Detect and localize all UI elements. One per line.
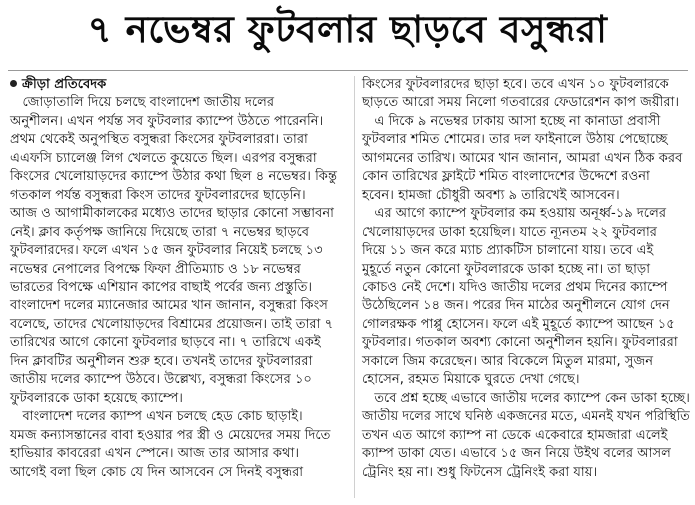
text-line: তবে প্রশ্ন হচ্ছে এভাবে জাতীয় দলের ক্যাম্পে কেন ডাকা হচ্ছে। xyxy=(362,390,690,406)
text-line: কোচও নেই দেশে। যদিও জাতীয় দলের প্রথম দিনের ক্যাম্পে xyxy=(362,279,668,295)
text-line: ফুটবলারদের। ফলে এখন ১৫ জন ফুটবলার নিয়েই চলছে ১৩ xyxy=(10,243,323,259)
text-line: তারিখের আগে কোনো ফুটবলার ছাড়বে না। ৭ তারিখে একই xyxy=(10,335,321,351)
text-line: ছাড়তে আরো সময় নিলো গতবারের ফেডারেশন কাপ জয়ীরা। xyxy=(362,95,680,111)
bullet-icon xyxy=(10,80,17,87)
text-line: মুহূর্তে নতুন কোনো ফুটবলারকে ডাকা হচ্ছে না। তা ছাড়া xyxy=(362,261,651,277)
text-line: কিংসের ফুটবলারদের ছাড়া হবে। তবে এখন ১০ ফুটবলারকে xyxy=(362,77,669,92)
text-line: নভেম্বর নেপালের বিপক্ষে ফিফা প্রীতিম্যাচ ও ১৮ নভেম্বর xyxy=(10,261,301,277)
text-line: দিয়ে ১১ জন করে ম্যাচ প্র্যাকটিস চালানো যায়। তবে এই xyxy=(362,243,654,259)
text-line: ফুটবলার শমিত শোমের। তার দল ফাইনালে উঠায় পেছোচ্ছে xyxy=(362,132,668,148)
text-line: কিংসের খেলোয়াড়দের ক্যাম্পে উঠার কথা ছিল ৪ নভেম্বর। কিন্তু xyxy=(10,169,337,185)
text-line: উঠেছিলেন ১৪ জন। পরের দিন মাঠের অনুশীলনে যোগ দেন xyxy=(362,298,670,314)
text-line: বাংলাদেশ দলের ম্যানেজার আমের খান জানান, বসুন্ধরা কিংস xyxy=(10,298,328,314)
column-divider xyxy=(354,76,355,498)
text-line: দিন ক্লাবটির অনুশীলন শুরু হবে। তখনই তাদের ফুটবলাররা xyxy=(10,353,313,369)
text-line: এর আগে ক্যাম্পে ফুটবলার কম হওয়ায় অনূর্ধ্ব-১৯ দলের xyxy=(362,206,667,222)
text-line: বলেছে, তাদের খেলোয়াড়দের বিশ্রামের প্রয়োজন। তাই তারা ৭ xyxy=(10,316,334,332)
text-line: গতকাল পর্যন্ত বসুন্ধরা কিংস তাদের ফুটবলারদের ছাড়েনি। xyxy=(10,187,306,203)
text-line: জোড়াতালি দিয়ে চলছে বাংলাদেশ জাতীয় দলের xyxy=(10,95,275,111)
text-line: প্রথম থেকেই অনুপস্থিত বসুন্ধরা কিংসের ফুটবলাররা। তারা xyxy=(10,132,308,148)
text-line: নেই। ক্লাব কর্তৃপক্ষ জানিয়ে দিয়েছে তারা ৭ নভেম্বর ছাড়বে xyxy=(10,224,310,240)
text-line: জাতীয় দলের সাথে ঘনিষ্ঠ একজনের মতে, এমনই যখন পরিস্থিতি xyxy=(362,409,690,425)
text-line: ক্যাম্প ডাকা যেত। এভাবে ১৫ জন নিয়ে উইথ বলের আসল xyxy=(362,446,671,462)
text-line: ট্রেনিং হয় না। শুধু ফিটনেস ট্রেনিংই করা যায়। xyxy=(362,464,598,480)
text-line: ফুটবলার। গতকাল অবশ্য কোনো অনুশীলন হয়নি। ফুটবলাররা xyxy=(362,335,678,351)
text-line: খেলোয়াড়দের ডাকা হয়েছিল। যাতে ন্যূনতম ২২ ফুটবলার xyxy=(362,224,657,240)
headline-rule xyxy=(8,70,688,71)
text-line: ফুটবলারকে ডাকা হয়েছে ক্যাম্পে। xyxy=(10,390,183,406)
text-line: ভারতের বিপক্ষে এশিয়ান কাপের বাছাই পর্বের জন্য প্রস্তুতি। xyxy=(10,279,313,295)
byline-text: ক্রীড়া প্রতিবেদক xyxy=(22,77,107,92)
text-line: বাংলাদেশ দলের ক্যাম্প এখন চলছে হেড কোচ ছাড়াই। xyxy=(10,409,303,425)
text-line: হোসেন, রহমত মিয়াকে ঘুরতে দেখা গেছে। xyxy=(362,372,580,388)
text-line: হবেন। হামজা চৌধুরী অবশ্য ৯ তারিখেই আসবেন। xyxy=(362,187,620,203)
text-line: আগেই বলা ছিল কোচ যে দিন আসবেন সে দিনই বসুন্ধরা xyxy=(10,464,304,480)
text-line: এ দিকে ৯ নভেম্বর ঢাকায় আসা হচ্ছে না কানাডা প্রবাসী xyxy=(362,113,661,129)
text-line: অনুশীলন। এখন পর্যন্ত সব ফুটবলার ক্যাম্পে উঠতে পারেননি। xyxy=(10,113,324,129)
text-line: আজ ও আগামীকালকের মধ্যেও তাদের ছাড়ার কোনো সম্ভাবনা xyxy=(10,206,334,222)
text-line: যমজ কন্যাসন্তানের বাবা হওয়ার পর স্ত্রী ও মেয়েদের সময় দিতে xyxy=(10,427,331,443)
headline: ৭ নভেম্বর ফুটবলার ছাড়বে বসুন্ধরা xyxy=(87,8,608,51)
text-line: এএফসি চ্যালেঞ্জ লিগ খেলতে কুয়েতে ছিল। এরপর বসুন্ধরা xyxy=(10,150,317,166)
text-line: জাতীয় দলের ক্যাম্পে উঠবে। উল্লেখ্য, বসুন্ধরা কিংসের ১০ xyxy=(10,372,312,388)
text-line: তখন এত আগে ক্যাম্প না ডেকে একেবারে হামজারা এলেই xyxy=(362,427,668,443)
byline xyxy=(10,76,350,94)
text-line: হাভিয়ার কাবরেরা এখন স্পেনে। আজ তার আসার কথা। xyxy=(10,446,300,462)
article-column-left xyxy=(10,76,350,482)
article-column-right xyxy=(362,76,690,482)
text-line: আগমনের তারিখ। আমের খান জানান, আমরা এখন ঠিক করব xyxy=(362,150,683,166)
text-line: সকালে জিম করেছেন। আর বিকেলে মিতুল মারমা, সুজন xyxy=(362,353,654,369)
text-line: কোন তারিখের ফ্লাইটে শমিত বাংলাদেশের উদ্দেশে রওনা xyxy=(362,169,650,185)
text-line: গোলরক্ষক পাপ্পু হোসেন। ফলে এই মুহূর্তে ক্যাম্পে আছেন ১৫ xyxy=(362,316,675,332)
